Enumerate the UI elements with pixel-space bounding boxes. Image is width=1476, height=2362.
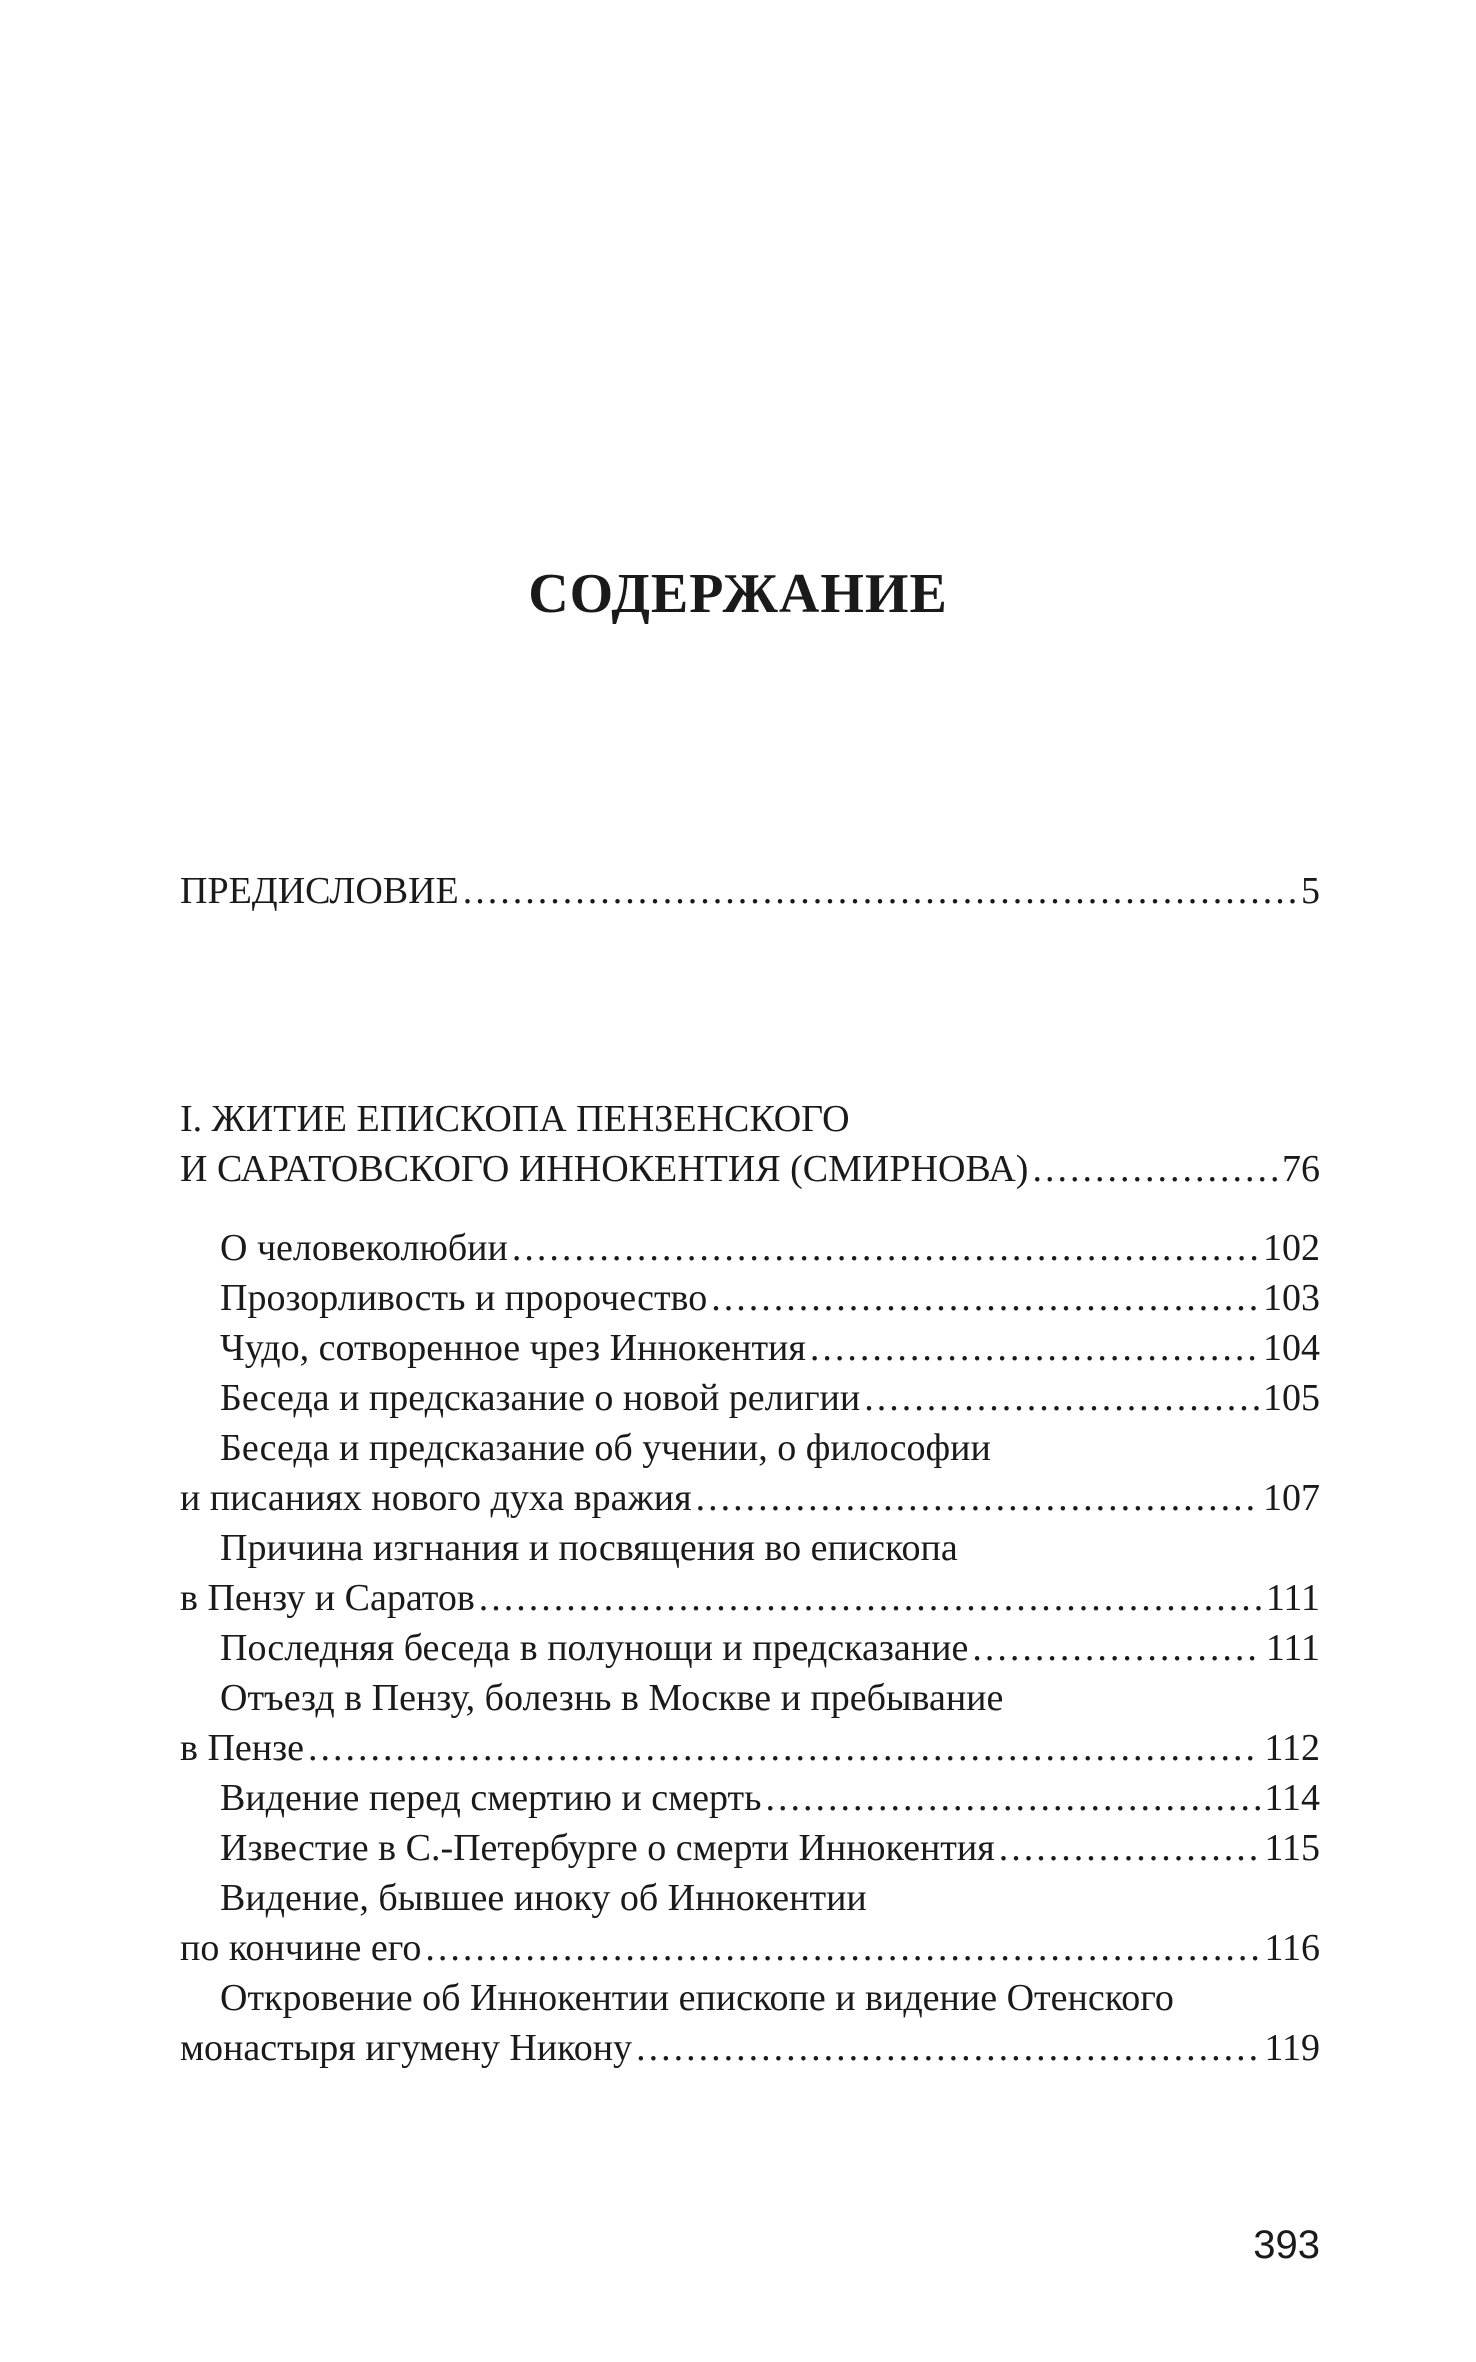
toc-page-number: 111 xyxy=(1265,1577,1320,1619)
toc-entry-label: Отъезд в Пензу, болезнь в Москве и пребывание xyxy=(220,1677,1004,1719)
toc-entry-continuation: и писаниях нового духа вражия xyxy=(180,1477,692,1519)
toc-entry xyxy=(180,1273,1320,1323)
toc-entry-label: Видение перед смертию и смерть xyxy=(220,1777,762,1819)
leader-dots xyxy=(463,866,1297,916)
leader-dots xyxy=(999,1823,1261,1873)
toc-page-number: 104 xyxy=(1263,1327,1320,1369)
toc-entry xyxy=(180,866,1320,916)
toc-entry-label: Беседа и предсказание о новой религии xyxy=(220,1377,861,1419)
toc-entry-label: Причина изгнания и посвящения во епископа xyxy=(220,1527,958,1569)
leader-dots xyxy=(512,1223,1259,1273)
toc-entry xyxy=(180,2023,1320,2073)
toc-page-number: 5 xyxy=(1301,870,1320,912)
toc-page-number: 112 xyxy=(1264,1727,1320,1769)
toc-entry-continuation: монастыря игумену Никону xyxy=(180,2027,633,2069)
toc-entry-continuation: в Пензе xyxy=(180,1727,304,1769)
toc-part-title-line: И САРАТОВСКОГО ИННОКЕНТИЯ (СМИРНОВА) xyxy=(180,1148,1029,1190)
leader-dots xyxy=(696,1473,1259,1523)
toc-page-number: 107 xyxy=(1263,1477,1320,1519)
toc-page-number: 111 xyxy=(1265,1627,1320,1669)
toc-entry-label: ПРЕДИСЛОВИЕ xyxy=(180,870,459,912)
toc-entry xyxy=(180,1773,1320,1823)
toc-entry-label: Чудо, сотворенное чрез Иннокентия xyxy=(220,1327,806,1369)
toc-entry-label: О человеколюбии xyxy=(220,1227,508,1269)
leader-dots xyxy=(972,1623,1261,1673)
toc-entries xyxy=(180,1223,1320,2073)
toc-entry-label: Известие в С.-Петербурге о смерти Иннокентия xyxy=(220,1827,995,1869)
toc-preface xyxy=(180,866,1320,916)
toc-entry-continuation: по кончине его xyxy=(180,1927,422,1969)
toc-page-number: 105 xyxy=(1263,1377,1320,1419)
toc-entry-continuation: в Пензу и Саратов xyxy=(180,1577,475,1619)
leader-dots xyxy=(636,2023,1260,2073)
leader-dots xyxy=(810,1323,1259,1373)
toc-page-number: 103 xyxy=(1263,1277,1320,1319)
toc-entry xyxy=(180,1723,1320,1773)
page-number: 393 xyxy=(1253,2223,1320,2267)
page-title: СОДЕРЖАНИЕ xyxy=(528,563,948,625)
toc-entry-label: Последняя беседа в полунощи и предсказание xyxy=(220,1627,969,1669)
toc-entry-label: Видение, бывшее иноку об Иннокентии xyxy=(220,1877,867,1919)
leader-dots xyxy=(425,1923,1260,1973)
toc-page-number: 76 xyxy=(1282,1148,1320,1190)
toc-entry xyxy=(180,1323,1320,1373)
toc-page-number: 116 xyxy=(1264,1927,1320,1969)
toc-page-number: 119 xyxy=(1264,2027,1320,2069)
toc-entry xyxy=(180,1623,1320,1673)
toc-entry-label: Беседа и предсказание об учении, о философии xyxy=(220,1427,991,1469)
leader-dots xyxy=(479,1573,1262,1623)
toc-entry xyxy=(180,1573,1320,1623)
toc-entry xyxy=(180,1223,1320,1273)
toc-entry xyxy=(180,1473,1320,1523)
leader-dots xyxy=(711,1273,1259,1323)
leader-dots xyxy=(308,1723,1260,1773)
toc-entry xyxy=(180,1144,1320,1194)
toc-entry xyxy=(180,1823,1320,1873)
toc-entry xyxy=(180,1373,1320,1423)
toc-entry xyxy=(180,1923,1320,1973)
toc-page-number: 114 xyxy=(1264,1777,1320,1819)
toc-page-number: 115 xyxy=(1264,1827,1320,1869)
toc-part-title-line: I. ЖИТИЕ ЕПИСКОПА ПЕНЗЕНСКОГО xyxy=(180,1098,850,1140)
toc-entry-label: Откровение об Иннокентии епископе и видение Отенского xyxy=(220,1977,1174,2019)
toc-page-number: 102 xyxy=(1263,1227,1320,1269)
leader-dots xyxy=(765,1773,1260,1823)
leader-dots xyxy=(1032,1144,1278,1194)
toc-part-1 xyxy=(180,1094,1320,1194)
toc-entry-label: Прозорливость и пророчество xyxy=(220,1277,708,1319)
leader-dots xyxy=(864,1373,1259,1423)
